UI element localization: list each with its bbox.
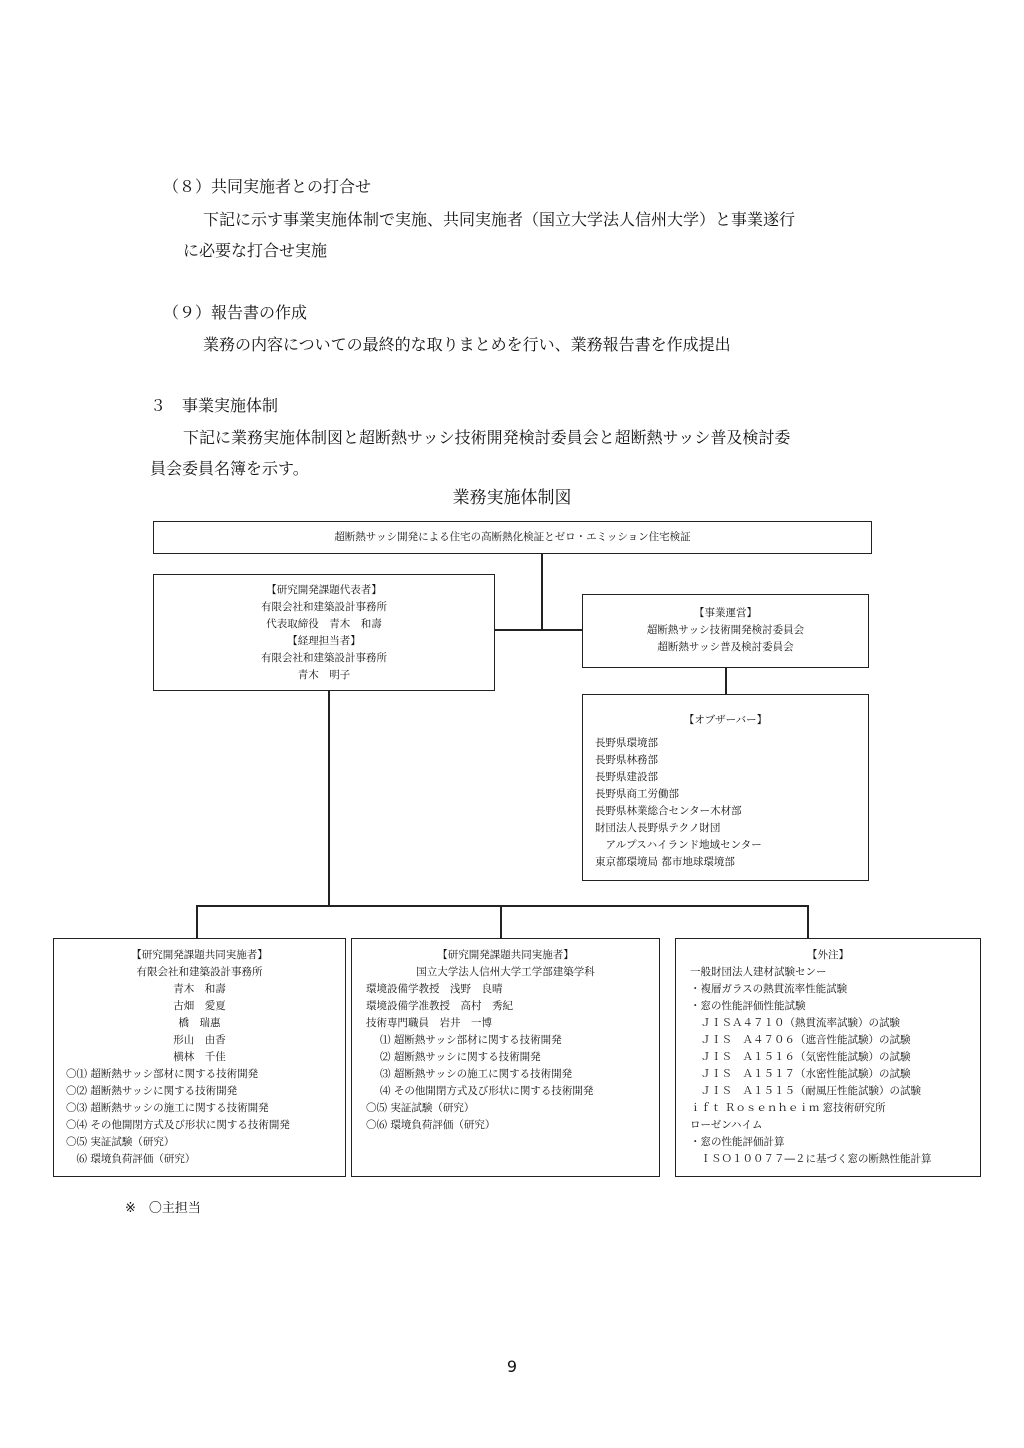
operations-committee-1: 超断熱サッシ技術開発検討委員会 <box>646 624 805 636</box>
accounting-org: 有限会社和建築設計事務所 <box>261 652 387 664</box>
outsource-line: ・窓の性能評価性能試験 <box>690 1000 806 1012</box>
partner1-member: 青木 和壽 <box>173 983 226 995</box>
section8-heading: （８）共同実施者との打合せ <box>163 177 372 196</box>
partner1-member: 横林 千佳 <box>173 1051 226 1063</box>
partner1-task: 〇⑷ その他開閉方式及び形状に関する技術開発 <box>66 1119 290 1131</box>
accounting-name: 青木 明子 <box>297 669 351 681</box>
project-title-box <box>153 521 872 554</box>
project-title: 超断熱サッシ開発による住宅の高断熱化検証とゼロ・エミッション住宅検証 <box>334 531 691 543</box>
observer-item: 長野県林務部 <box>595 754 658 766</box>
outsource-line: ＪＩＳＡ４７１０（熱貫流率試験）の試験 <box>690 1017 900 1029</box>
representative-heading: 【研究開発課題代表者】 <box>266 584 382 596</box>
partner2-member: 技術専門職員 岩井 一博 <box>366 1017 492 1029</box>
partner1-member: 形山 由香 <box>173 1034 226 1046</box>
operations-heading: 【事業運営】 <box>694 607 757 619</box>
partner2-org: 国立大学法人信州大学工学部建築学科 <box>416 966 595 978</box>
connector-outsource <box>807 905 809 939</box>
operations-box <box>582 594 869 668</box>
observer-item: 長野県環境部 <box>595 737 658 749</box>
connector-rep-to-ops <box>494 629 583 631</box>
observer-item: 長野県建設部 <box>595 771 658 783</box>
outsource-line: 一般財団法人建材試験センー <box>690 966 827 978</box>
connector-partner2 <box>500 905 502 939</box>
partner2-task: ⑵ 超断熱サッシに関する技術開発 <box>380 1051 541 1063</box>
outsource-line: ＪＩＳ Ａ１５１６（気密性能試験）の試験 <box>690 1051 911 1063</box>
partner1-member: 橋 瑞惠 <box>178 1017 221 1029</box>
operations-committee-2: 超断熱サッシ普及検討委員会 <box>657 641 794 653</box>
section3-body-line1: 下記に業務実施体制図と超断熱サッシ技術開発検討委員会と超断熱サッシ普及検討委 <box>183 428 791 447</box>
representative-org: 有限会社和建築設計事務所 <box>261 601 387 613</box>
footnote: ※ 〇主担当 <box>125 1201 201 1216</box>
outsource-heading: 【外注】 <box>807 949 849 961</box>
diagram-title: 業務実施体制図 <box>452 488 572 508</box>
partner2-task: ⑷ その他開閉方式及び形状に関する技術開発 <box>380 1085 594 1097</box>
observer-item: 長野県商工労働部 <box>595 788 679 800</box>
section8-body-line2: に必要な打合せ実施 <box>183 241 328 260</box>
accounting-heading: 【経理担当者】 <box>287 635 361 647</box>
partner1-task: 〇⑴ 超断熱サッシ部材に関する技術開発 <box>66 1068 259 1080</box>
outsource-line: ・窓の性能評価計算 <box>690 1136 785 1148</box>
observer-item: 東京都環境局 都市地球環境部 <box>595 856 735 868</box>
connector-rep-down <box>328 690 330 906</box>
outsource-line: ｉｆｔ Ｒｏｓｅｎｈｅｉｍ 窓技術研究所 <box>690 1102 886 1114</box>
partner2-member: 環境設備学准教授 高村 秀紀 <box>366 1000 513 1012</box>
partner1-task: 〇⑵ 超断熱サッシに関する技術開発 <box>66 1085 238 1097</box>
observer-item: 長野県林業総合センター木材部 <box>595 805 742 817</box>
connector-ops-to-observer <box>725 667 727 695</box>
partner1-task: ⑹ 環境負荷評価（研究） <box>66 1153 196 1165</box>
connector-partner1 <box>196 905 198 939</box>
outsource-line: ＪＩＳ Ａ１５１７（水密性能試験）の試験 <box>690 1068 911 1080</box>
section3-heading: ３ 事業実施体制 <box>150 396 279 415</box>
outsource-line: ローゼンハイム <box>690 1119 763 1131</box>
connector-branch <box>196 905 808 907</box>
partner2-member: 環境設備学教授 浅野 良晴 <box>366 983 503 995</box>
outsource-line: ＪＩＳ Ａ４７０６（遮音性能試験）の試験 <box>690 1034 911 1046</box>
observer-box <box>582 694 869 881</box>
partner1-box <box>53 938 346 1177</box>
partner2-task: ⑶ 超断熱サッシの施工に関する技術開発 <box>380 1068 573 1080</box>
observer-item: アルプスハイランド地域センター <box>595 839 762 851</box>
page-number: 9 <box>506 1357 518 1376</box>
partner2-box <box>351 938 660 1177</box>
section8-body-line1: 下記に示す事業実施体制で実施、共同実施者（国立大学法人信州大学）と事業遂行 <box>203 210 796 229</box>
partner1-heading: 【研究開発課題共同実施者】 <box>131 949 268 961</box>
section9-body: 業務の内容についての最終的な取りまとめを行い、業務報告書を作成提出 <box>203 335 731 354</box>
connector-top-down <box>541 553 543 630</box>
partner2-heading: 【研究開発課題共同実施者】 <box>437 949 574 961</box>
partner1-task: 〇⑶ 超断熱サッシの施工に関する技術開発 <box>66 1102 269 1114</box>
partner1-task: 〇⑸ 実証試験（研究） <box>66 1136 175 1148</box>
observer-item: 財団法人長野県テクノ財団 <box>595 822 721 834</box>
observer-heading: 【オブザーバー】 <box>683 714 768 726</box>
outsource-line: ・複層ガラスの熱貫流率性能試験 <box>690 983 848 995</box>
outsource-line: ＪＩＳ Ａ１５１５（耐風圧性能試験）の試験 <box>690 1085 921 1097</box>
partner2-task: 〇⑸ 実証試験（研究） <box>366 1102 475 1114</box>
partner2-task: 〇⑹ 環境負荷評価（研究） <box>366 1119 496 1131</box>
partner1-member: 古畑 愛夏 <box>173 1000 226 1012</box>
outsource-line: ＩＳＯ１００７７―２に基づく窓の断熱性能計算 <box>690 1153 932 1165</box>
section3-body-line2: 員会委員名簿を示す。 <box>150 459 309 478</box>
partner2-task: ⑴ 超断熱サッシ部材に関する技術開発 <box>380 1034 562 1046</box>
section9-heading: （９）報告書の作成 <box>163 303 308 322</box>
outsource-box <box>675 938 981 1177</box>
partner1-org: 有限会社和建築設計事務所 <box>136 966 263 978</box>
representative-box <box>153 574 495 691</box>
representative-name: 代表取締役 青木 和壽 <box>266 618 382 630</box>
